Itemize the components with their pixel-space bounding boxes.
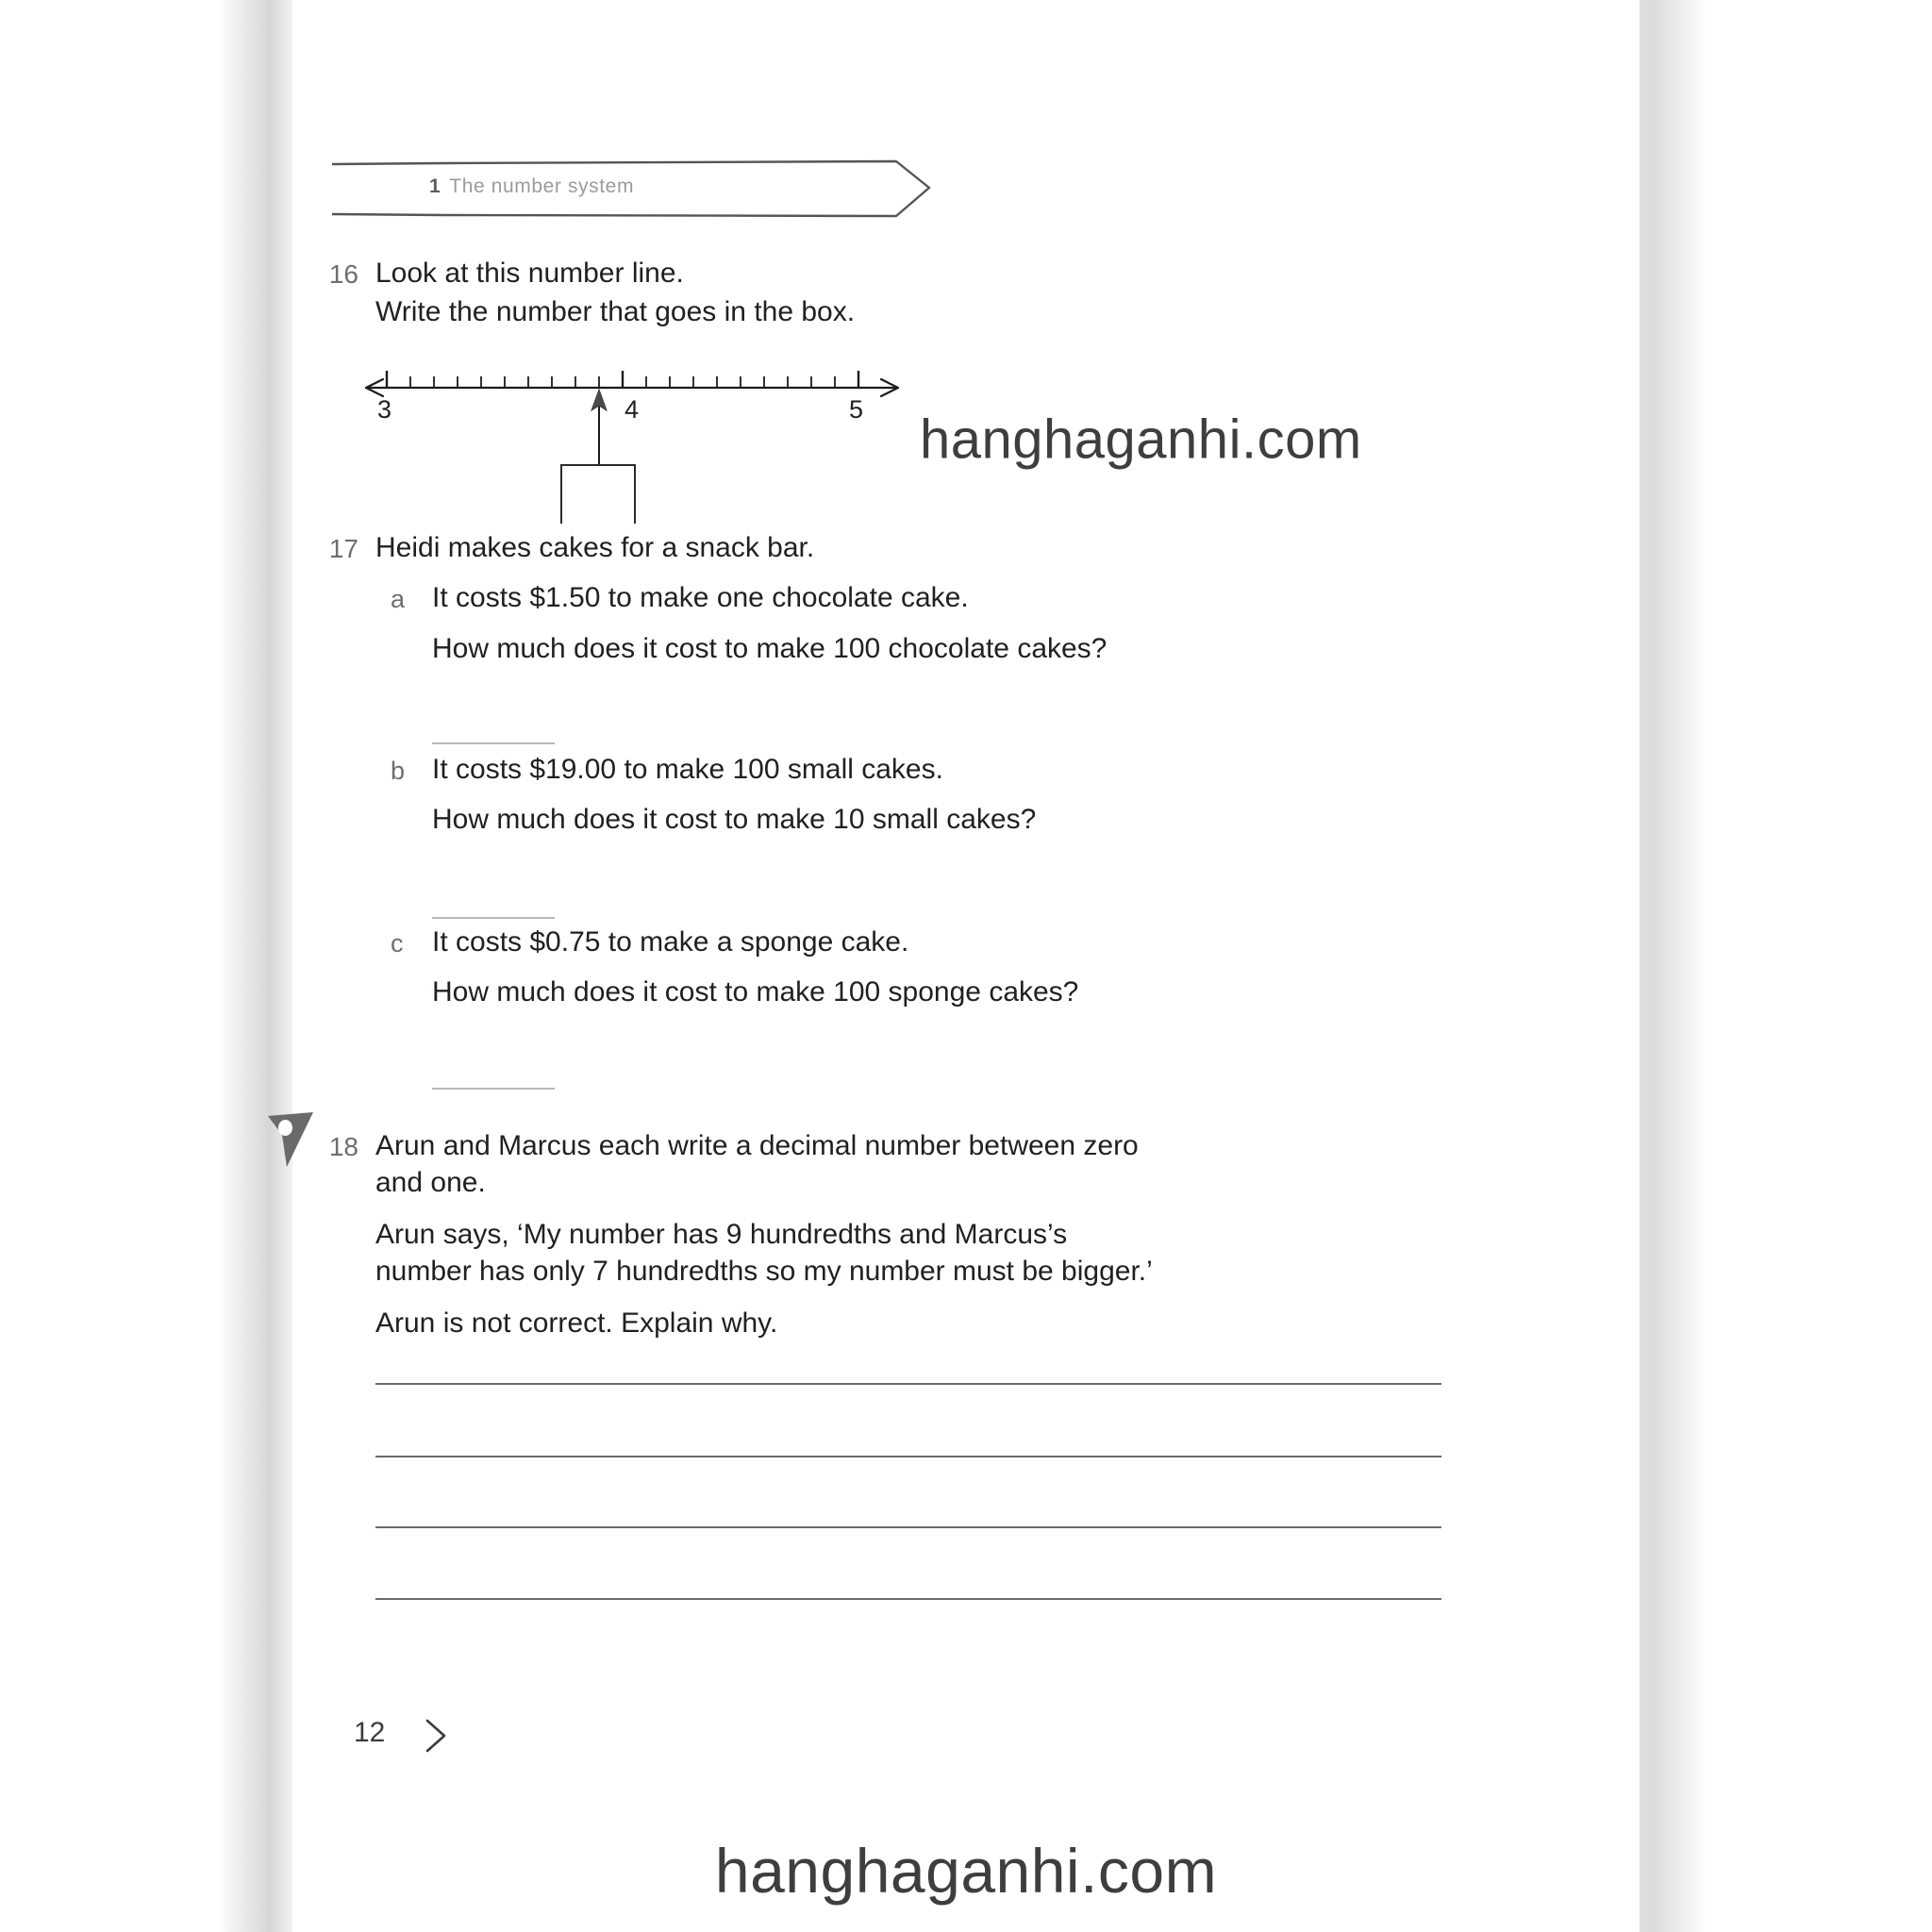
question-17-number: 17 xyxy=(328,534,358,563)
question-17a-statement: It costs $1.50 to make one chocolate cake. xyxy=(432,582,969,613)
question-18-answer-rule-4[interactable] xyxy=(375,1598,1441,1600)
number-line-label-3: 3 xyxy=(377,395,392,424)
number-line-label-5: 5 xyxy=(849,395,864,424)
chevron-right-icon[interactable] xyxy=(420,1715,454,1757)
question-18-answer-rule-1[interactable] xyxy=(375,1383,1441,1385)
question-18-p3-line1: Arun is not correct. Explain why. xyxy=(375,1307,778,1339)
compass-arrow-icon xyxy=(266,1110,319,1169)
question-18-p1-line2: and one. xyxy=(375,1167,486,1198)
chapter-title: The number system xyxy=(449,175,635,197)
question-17-stem: Heidi makes cakes for a snack bar. xyxy=(375,532,815,563)
question-16-number: 16 xyxy=(328,259,358,289)
watermark-bottom: hanghaganhi.com xyxy=(714,1836,1218,1906)
worksheet-page xyxy=(292,0,1640,1932)
question-17c-statement: It costs $0.75 to make a sponge cake. xyxy=(432,926,909,958)
number-line-label-4: 4 xyxy=(625,395,640,424)
question-17c-answer-rule[interactable] xyxy=(432,1088,555,1090)
question-18-number: 18 xyxy=(328,1132,358,1161)
chapter-number: 1 xyxy=(429,175,441,197)
question-17c-letter: c xyxy=(391,929,404,958)
question-18-p2-line1: Arun says, ‘My number has 9 hundredths and Marcus’s xyxy=(375,1219,1068,1250)
question-17a-question: How much does it cost to make 100 chocolate cakes? xyxy=(432,633,1108,664)
question-17b-letter: b xyxy=(391,757,406,785)
watermark-main: hanghaganhi.com xyxy=(920,408,1362,471)
page-number: 12 xyxy=(354,1717,386,1748)
question-18-p2-line2: number has only 7 hundredths so my number must be bigger.’ xyxy=(375,1256,1153,1287)
question-16-line-2: Write the number that goes in the box. xyxy=(375,296,856,327)
question-17b-question: How much does it cost to make 10 small cakes? xyxy=(432,804,1037,835)
banner-arrow-shape xyxy=(330,158,981,219)
question-16-line-1: Look at this number line. xyxy=(375,258,684,289)
chapter-label xyxy=(429,175,634,198)
question-18-p1-line1: Arun and Marcus each write a decimal number between zero xyxy=(375,1130,1139,1161)
question-17a-letter: a xyxy=(391,585,406,613)
question-18-answer-rule-3[interactable] xyxy=(375,1526,1441,1528)
question-17c-question: How much does it cost to make 100 sponge cakes? xyxy=(432,976,1079,1008)
question-18-answer-rule-2[interactable] xyxy=(375,1456,1441,1457)
page-shadow-left xyxy=(217,0,302,1932)
chapter-banner xyxy=(330,158,981,219)
number-line-figure xyxy=(349,354,972,524)
question-17b-statement: It costs $19.00 to make 100 small cakes. xyxy=(432,754,943,785)
question-17a-answer-rule[interactable] xyxy=(432,742,555,744)
question-17b-answer-rule[interactable] xyxy=(432,917,555,919)
number-line-svg xyxy=(349,354,972,524)
